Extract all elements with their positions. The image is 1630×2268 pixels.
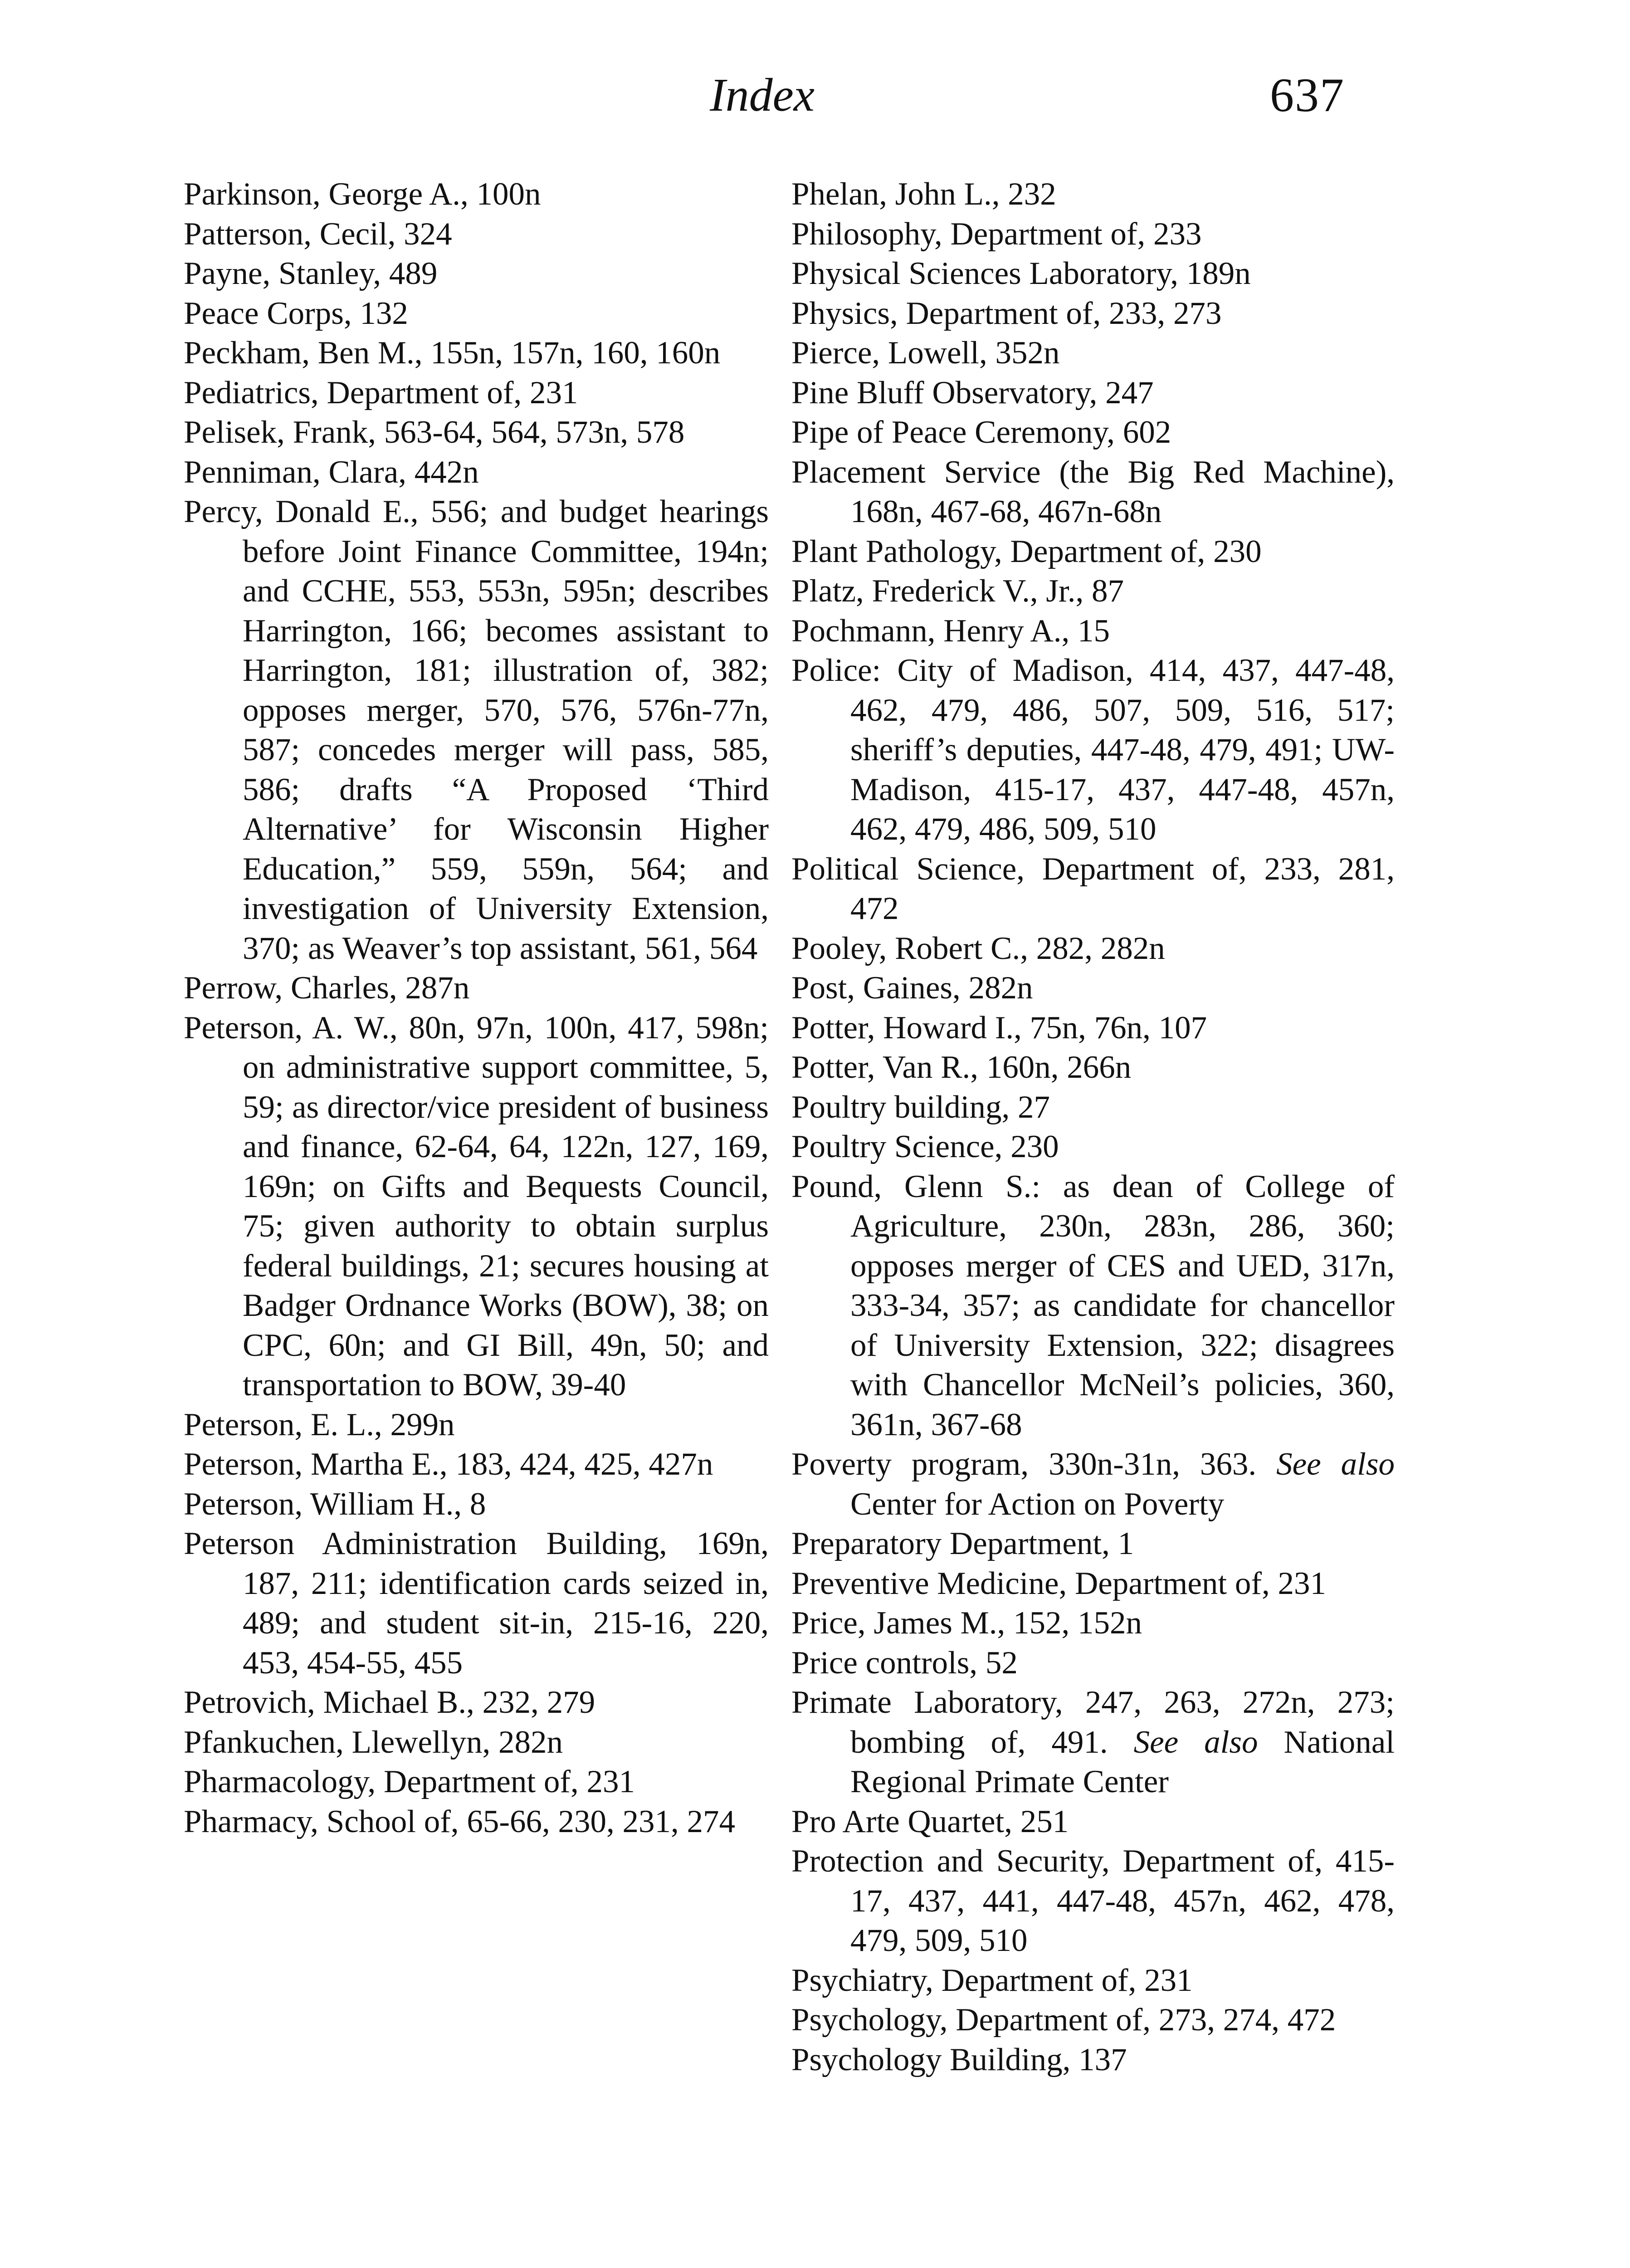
index-entry: Peterson, William H., 8 <box>184 1486 486 1522</box>
index-entry: Peterson, Martha E., 183, 424, 425, 427n <box>184 1447 713 1482</box>
index-entry: Psychiatry, Department of, 231 <box>791 1962 1193 1998</box>
index-entry: Pharmacy, School of, 65-66, 230, 231, 274 <box>184 1804 736 1839</box>
index-entry: Peterson Administration Building, 169n, 187, 211; identification cards seized in, 489; and student sit-in, 215-16, 220, 453, 454-55, 455 <box>184 1526 769 1681</box>
index-entry: Pine Bluff Observatory, 247 <box>791 375 1154 411</box>
index-entry: Perrow, Charles, 287n <box>184 970 470 1006</box>
index-entry: Potter, Van R., 160n, 266n <box>791 1050 1132 1085</box>
index-entry: Protection and Security, Department of, 415-17, 437, 441, 447-48, 457n, 462, 478, 479, 509, 510 <box>791 1843 1395 1958</box>
index-entry: Plant Pathology, Department of, 230 <box>791 533 1262 569</box>
index-entry: Poultry Science, 230 <box>791 1129 1059 1164</box>
index-entry: Political Science, Department of, 233, 281, 472 <box>791 851 1395 926</box>
index-entry: Psychology Building, 137 <box>791 2042 1127 2077</box>
index-entry: Patterson, Cecil, 324 <box>184 216 452 252</box>
index-entry: Pierce, Lowell, 352n <box>791 335 1060 371</box>
index-entry: Pharmacology, Department of, 231 <box>184 1764 635 1799</box>
index-entry: Petrovich, Michael B., 232, 279 <box>184 1685 595 1720</box>
index-entry: Penniman, Clara, 442n <box>184 454 479 490</box>
running-title: Index <box>710 69 815 121</box>
index-entry: Pound, Glenn S.: as dean of College of Agriculture, 230n, 283n, 286, 360; opposes merger of CES and UED, 317n, 333-34, 357; as candidate for chancellor of University Extension, 322; disagrees with Chancellor McNeil’s policies, 360, 361n, 367-68 <box>791 1168 1395 1442</box>
index-entry: Psychology, Department of, 273, 274, 472 <box>791 2002 1336 2038</box>
index-entry: Placement Service (the Big Red Machine), 168n, 467-68, 467n-68n <box>791 454 1395 529</box>
index-entry: Pfankuchen, Llewellyn, 282n <box>184 1724 563 1760</box>
entry-text: Primate Laboratory, 247, 263, 272n, 273; bombing of, 491. <box>791 1685 1395 1760</box>
page-header <box>0 68 1630 136</box>
index-entry: Percy, Donald E., 556; and budget hearings before Joint Finance Committee, 194n; and CCHE, 553, 553n, 595n; describes Harrington, 166; becomes assistant to Harrington, 181; illustration of, 382; opposes merger, 570, 576, 576n-77n, 587; concedes merger will pass, 585, 586; drafts “A Proposed ‘Third Alternative’ for Wisconsin Higher Education,” 559, 559n, 564; and investigation of University Extension, 370; as Weaver’s top assistant, 561, 564 <box>184 494 769 966</box>
index-entry: Peterson, A. W., 80n, 97n, 100n, 417, 598n; on administrative support committee, 5, 59; as director/vice president of business and finance, 62-64, 64, 122n, 127, 169, 169n; on Gifts and Bequests Council, 75; given authority to obtain surplus federal buildings, 21; secures housing at Badger Ordnance Works (BOW), 38; on CPC, 60n; and GI Bill, 49n, 50; and transportation to BOW, 39-40 <box>184 1010 769 1403</box>
index-entry: Post, Gaines, 282n <box>791 970 1033 1006</box>
index-entry: Price, James M., 152, 152n <box>791 1605 1142 1641</box>
index-entry: Peterson, E. L., 299n <box>184 1407 455 1442</box>
index-entry: Peace Corps, 132 <box>184 295 408 331</box>
index-entry: Pooley, Robert C., 282, 282n <box>791 930 1165 966</box>
see-also-target: National Regional Primate Center <box>850 1724 1395 1799</box>
index-entry: Physics, Department of, 233, 273 <box>791 295 1222 331</box>
see-also-label: See also <box>1133 1724 1258 1760</box>
index-entry: Physical Sciences Laboratory, 189n <box>791 256 1251 291</box>
index-entry: Pediatrics, Department of, 231 <box>184 375 578 411</box>
see-also-label: See also <box>1276 1447 1395 1482</box>
index-entry: Pro Arte Quartet, 251 <box>791 1804 1069 1839</box>
index-entry: Platz, Frederick V., Jr., 87 <box>791 573 1124 609</box>
index-entry: Payne, Stanley, 489 <box>184 256 438 291</box>
index-entry: Preparatory Department, 1 <box>791 1526 1134 1561</box>
index-entry: Potter, Howard I., 75n, 76n, 107 <box>791 1010 1207 1046</box>
index-entry: Pochmann, Henry A., 15 <box>791 613 1110 649</box>
index-entry: Philosophy, Department of, 233 <box>791 216 1202 252</box>
entry-text: Poverty program, 330n-31n, 363. <box>791 1447 1257 1482</box>
index-entry: Police: City of Madison, 414, 437, 447-48, 462, 479, 486, 507, 509, 516, 517; sheriff’s deputies, 447-48, 479, 491; UW-Madison, 415-17, 437, 447-48, 457n, 462, 479, 486, 509, 510 <box>791 653 1395 847</box>
index-column-left <box>184 175 769 1842</box>
index-entry: Pipe of Peace Ceremony, 602 <box>791 415 1171 450</box>
index-column-right <box>791 175 1395 2080</box>
see-also-target: Center for Action on Poverty <box>850 1486 1225 1522</box>
index-entry: Parkinson, George A., 100n <box>184 176 541 212</box>
index-entry: Price controls, 52 <box>791 1645 1018 1681</box>
page-number: 637 <box>1270 68 1345 122</box>
index-entry: Phelan, John L., 232 <box>791 176 1056 212</box>
index-entry: Pelisek, Frank, 563-64, 564, 573n, 578 <box>184 415 685 450</box>
index-entry: Poultry building, 27 <box>791 1089 1050 1125</box>
index-entry-with-see-also <box>791 1683 1395 1802</box>
index-entry: Preventive Medicine, Department of, 231 <box>791 1565 1327 1601</box>
index-entry-with-see-also <box>791 1445 1395 1524</box>
index-entry: Peckham, Ben M., 155n, 157n, 160, 160n <box>184 335 721 371</box>
